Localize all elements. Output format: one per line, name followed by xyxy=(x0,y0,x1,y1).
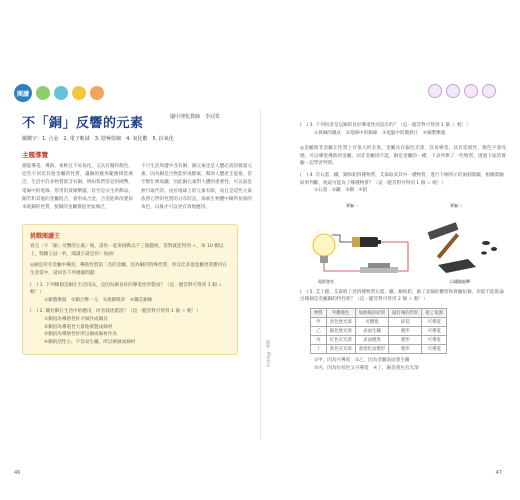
gutter-divider xyxy=(260,110,261,440)
table-cell: 可導電 xyxy=(422,317,447,326)
experiment-1-label: 實驗一 xyxy=(346,202,358,208)
circle-icon xyxy=(482,84,496,98)
table-cell: 表面變黑 xyxy=(355,335,388,344)
table-row xyxy=(311,326,447,335)
intro-column-2: 不只生活周遭中含有銅，銅元素也是人體必需的微量元素，因為銅是合物能形成酵素，幫助人體產生能量，甚至幫忙吸收鐵。因此銅元素對人體的重要性，可以說是無可取代的。由於地球上的元素有限，而且是這些元素依照它們的性質的分布狀況，探索生物體中銅所扮演的角色，以後才可以更有效地應用。 xyxy=(141,164,252,211)
sample-holder-icon xyxy=(360,263,398,273)
table-cell: 碎裂 xyxy=(389,317,422,326)
small-pieces-icon xyxy=(481,241,497,255)
intro-columns xyxy=(22,163,252,212)
page-number-left: 46 xyxy=(14,470,21,476)
pencil-icon xyxy=(72,86,86,100)
question-2-option: ②銅因為導電性大量地被製成線材 xyxy=(44,324,113,330)
challenge-paragraph: ◎銅是所有金屬中導電、導熱性質第二名的金屬，因為銅的特殊性質，所以比其他金屬更常應用在生活當中，請回答下列幾個問題： xyxy=(30,263,227,276)
question-4-options: ①石墨 ②鐵 ③銅 ④鋁 xyxy=(314,188,368,194)
table-header: 接上電源 xyxy=(422,308,447,317)
home-icon xyxy=(36,86,50,100)
top-icon-bar-right xyxy=(428,84,496,98)
author-byline: 國中理化教師 李冠峯 xyxy=(170,114,221,120)
table-cell: 銀色無光澤 xyxy=(326,326,355,335)
challenge-heading: 挑戰閱讀王 xyxy=(30,233,61,241)
table-header: 加熱後的結果 xyxy=(355,308,388,317)
gutter-label: 能源・Physics xyxy=(266,340,271,367)
experiment-figure xyxy=(300,201,506,289)
table-cell: 黑色無光澤 xyxy=(326,317,355,326)
question-2: ( ) 2. 關於銅在生活中的應用，何者敘述錯誤？（這一題答對可得到 1 個 ☆ 喔！） xyxy=(30,309,201,315)
table-row xyxy=(311,344,447,353)
table-cell: 變形 xyxy=(389,335,422,344)
circle-icon xyxy=(464,84,478,98)
table-cell: 可導電 xyxy=(422,344,447,353)
table-header: 外觀顏色 xyxy=(326,308,355,317)
caption-bulb: 電燈發亮 xyxy=(318,278,334,284)
question-5-option: ①甲，因為可導電 ②乙，因為金屬表面會生鏽 xyxy=(314,357,410,363)
table-row xyxy=(311,317,447,326)
table-cell: 丙 xyxy=(311,335,327,344)
question-2-option: ③銅因為導熱性好所以做成線材作為 xyxy=(44,332,118,338)
table-header: 物質 xyxy=(311,308,327,317)
circle-icon xyxy=(428,84,442,98)
table-cell: 變形 xyxy=(389,326,422,335)
reading-king-logo-icon: 閱讀 xyxy=(14,84,32,102)
table-cell: 乙 xyxy=(311,326,327,335)
keywords: 關鍵字：1. 合金 2. 電子軌域 3. 陰極射線 4. 氧化數 5. 抗氧化 xyxy=(22,136,174,142)
hammer-icon xyxy=(428,222,460,259)
table-cell: 變形 xyxy=(389,344,422,353)
flask-icon xyxy=(90,86,104,100)
material-table xyxy=(310,308,447,354)
table-row xyxy=(311,335,447,344)
question-4: ( ) 4. 有石墨、鐵、銅和鋁四種物質，艾森取來其中一種物質，進行下圖所示的兩個實驗，根據實驗結果判斷，他最可能為了哪種物質？（這一題答對可得到 1 個 ☆ 喔！） xyxy=(300,172,504,186)
circle-icon xyxy=(446,84,460,98)
caption-hammer: 以鐵鎚敲擊 xyxy=(450,278,470,284)
challenge-intro: 看完〈不「銅」反響的元素〉後，請你一起來挑戰以下三個題組。答對就能得到 ☆，每 10 顆以上，獎勵王冠一枚，閱讀王就是你！加油！ xyxy=(30,244,224,257)
metal-block-icon xyxy=(438,259,476,273)
question-3-options: ①黃銅的鍋具 ②電線中的銅線 ③電腦中的散熱片 ④銅製樂器 xyxy=(314,130,446,136)
battery-icon xyxy=(352,237,381,247)
right-page xyxy=(300,122,506,372)
question-3: ( ) 3. 下列何者是以銅的良好導電性而設計的？（這一題答對可得到 1 個 ☆ 喔！） xyxy=(300,123,471,128)
question-1-options: ①銅製樂器 ②銅合幣一元 ③黃銅獎章 ④鋼芯銅絲 xyxy=(44,297,153,303)
question-2-option: ④銅的活性小，不容易生鏽，所以被做成線材 xyxy=(44,339,136,345)
experiment-2-label: 實驗二 xyxy=(450,202,462,208)
table-cell: 黃色有光澤 xyxy=(326,344,355,353)
table-cell: 可導電 xyxy=(422,335,447,344)
section-heading: 主題導覽 xyxy=(22,151,48,159)
question-5-option: ③丙，因為紅棕色又可導電 ④丁，銅是黃色有光澤 xyxy=(314,365,419,371)
book-icon xyxy=(54,86,68,100)
table-header-row xyxy=(311,308,447,317)
table-cell: 表面生鏽 xyxy=(355,326,388,335)
experiment-illustration xyxy=(300,207,506,287)
question-1: ( ) 1. 下列哪個是銅在生活用品，是因為銅良好的導電性所製成？（這一題答對可得到 1 個 ☆ 喔！） xyxy=(30,282,223,296)
table-cell: 紅色有光澤 xyxy=(326,335,355,344)
question-2-option: ①銅因為導熱性好才做作成鍋具 xyxy=(44,316,108,322)
left-page xyxy=(22,104,252,355)
intro-column-1: 銅能導電、導熱、柔軟且不易氧化，又具有獨特顏色，這些不同於其他金屬的性質，讓銅的應用範圍相當廣泛。生活中許多物質都含有銅，例如我們常見的硬幣、電線中的電線、常用的黃銅樂器，甚至是女生的飾品。銅若和其他的金屬混合，會形成合金，合金能夠改變原本純銅的性質，使銅的金屬價值更加廣泛。 xyxy=(22,164,133,211)
table-header: 敲打後的形狀 xyxy=(389,308,422,317)
article-title: 不「銅」反響的元素 xyxy=(22,116,144,131)
table-cell: 可導電 xyxy=(422,326,447,335)
table-cell: 甲 xyxy=(311,317,327,326)
table-cell: 可燃燒 xyxy=(355,317,388,326)
metal-paragraph: ◎金屬與非金屬在性質上有很大的差異，金屬具有銀色光澤，容易導電、具有延展性、顏色不會改變、可以導電導熱的金屬，而非金屬則不能，銅是金屬的一種，下表列舉了一些物質，透過下面的實驗一起學習判別。 xyxy=(300,146,506,167)
table-cell: 丁 xyxy=(311,344,327,353)
challenge-box xyxy=(22,224,238,355)
top-icon-bar xyxy=(14,84,104,102)
table-cell: 會熔化而變形 xyxy=(355,344,388,353)
page-number-right: 47 xyxy=(495,470,502,476)
question-5: ( ) 5. 艾上題，艾森將上述四種物質石墨、鐵、銅和鋁，做了詳細的觀察和實驗紀錄，你能不能推論出哪個是金屬銅的特性呢？（這一題答對可得到 2 個 ☆ 喔！） xyxy=(300,289,504,303)
